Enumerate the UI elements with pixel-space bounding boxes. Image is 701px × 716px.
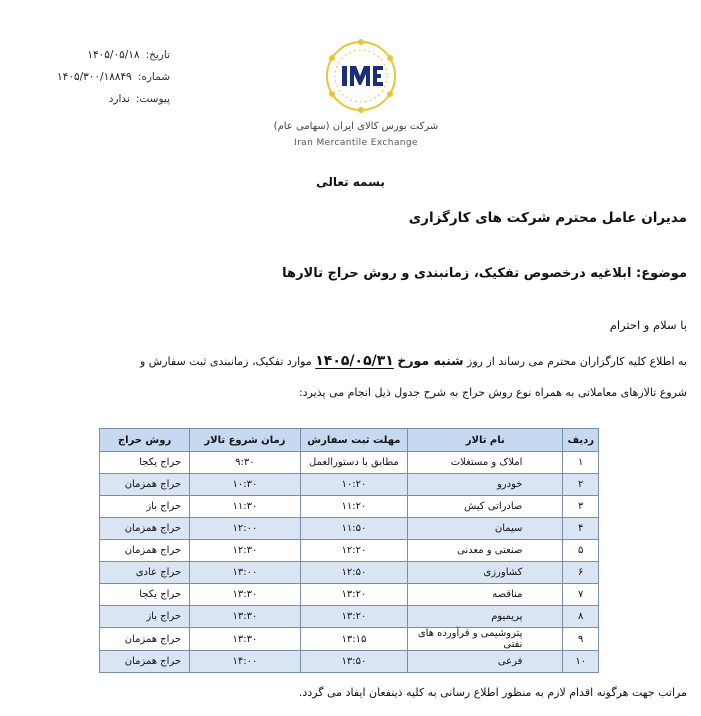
attachment-value: ندارد [108,93,130,105]
company-name-fa: شرکت بورس کالای ایران (سهامی عام) [273,121,439,132]
order-deadline: ۱۲:۵۰ [300,562,407,584]
hall-name: سیمان [408,518,563,540]
row-number: ۱ [563,452,599,474]
table-row [100,474,599,496]
hall-name: فرعی [408,651,563,673]
letter-heading: بسمه تعالی [316,175,385,189]
row-number: ۹ [563,628,599,651]
order-deadline: ۱۲:۲۰ [300,540,407,562]
attachment-label: پیوست: [135,93,170,105]
table-row [100,496,599,518]
hall-name: صنعتی و معدنی [408,540,563,562]
table-row [100,518,599,540]
start-time: ۱۳:۳۰ [190,628,301,651]
row-number: ۳ [563,496,599,518]
start-time: ۱۳:۳۰ [190,584,301,606]
table-row [100,628,599,651]
header-start-time: زمان شروع تالار [190,429,301,452]
letter-greeting: با سلام و احترام [609,318,687,332]
auction-method: حراج همزمان [100,540,190,562]
start-time: ۱۳:۳۰ [190,606,301,628]
auction-method: حراج همزمان [100,651,190,673]
table-header-row [100,429,599,452]
body-part-2: موارد تفکیک، زمانبندی ثبت سفارش و [139,355,312,368]
auction-method: حراج باز [100,496,190,518]
letter-addressee: مدیران عامل محترم شرکت های کارگزاری [408,210,687,226]
auction-method: حراج همزمان [100,518,190,540]
auction-method: حراج همزمان [100,474,190,496]
order-deadline: ۱۳:۲۰ [300,606,407,628]
order-deadline: مطابق با دستورالعمل [300,452,407,474]
table-row [100,606,599,628]
row-number: ۵ [563,540,599,562]
attachment-row [40,88,170,110]
order-deadline: ۱۱:۵۰ [300,518,407,540]
table-row [100,452,599,474]
auction-method: حراج یکجا [100,584,190,606]
ime-logo-icon [286,38,436,128]
auction-method: حراج یکجا [100,452,190,474]
hall-name: املاک و مستغلات [408,452,563,474]
letter-subject: موضوع: ابلاغیه درخصوص تفکیک، زمانبندی و روش حراج تالارها [282,266,687,281]
schedule-table [99,428,599,673]
order-deadline: ۱۳:۲۰ [300,584,407,606]
table-row [100,651,599,673]
date-row [40,44,170,66]
header-auction-method: روش حراج [100,429,190,452]
row-number: ۱۰ [563,651,599,673]
hall-name: کشاورزی [408,562,563,584]
hall-name: صادراتی کیش [408,496,563,518]
letter-meta [40,44,170,110]
company-name-en: Iran Mercantile Exchange [294,138,418,148]
auction-method: حراج باز [100,606,190,628]
hall-name: مناقصه [408,584,563,606]
body-part-1: به اطلاع کلیه کارگزاران محترم می رساند از روز [467,355,687,368]
auction-method: حراج همزمان [100,628,190,651]
hall-name: پریمیوم [408,606,563,628]
table-row [100,562,599,584]
table-row [100,540,599,562]
body-date: ۱۴۰۵/۰۵/۳۱ [315,353,394,369]
header-row-number: ردیف [563,429,599,452]
hall-name: خودرو [408,474,563,496]
table-row [100,584,599,606]
start-time: ۱۳:۰۰ [190,562,301,584]
order-deadline: ۱۳:۱۵ [300,628,407,651]
header-hall-name: نام تالار [408,429,563,452]
order-deadline: ۱۰:۲۰ [300,474,407,496]
start-time: ۱۱:۳۰ [190,496,301,518]
start-time: ۱۴:۰۰ [190,651,301,673]
auction-method: حراج عادی [100,562,190,584]
letter-body-line-1 [7,353,687,369]
start-time: ۹:۳۰ [190,452,301,474]
start-time: ۱۰:۳۰ [190,474,301,496]
row-number: ۲ [563,474,599,496]
row-number: ۷ [563,584,599,606]
date-value: ۱۴۰۵/۰۵/۱۸ [87,49,140,61]
letter-body-line-2: شروع تالارهای معاملاتی به همراه نوع روش حراج به شرح جدول ذیل انجام می پذیرد: [298,386,687,399]
date-label: تاریخ: [145,49,170,61]
letter-footer: مراتب جهت هرگونه اقدام لازم به منظور اطلاع رسانی به کلیه ذینفعان ایفاد می گردد. [298,686,687,699]
number-row [40,66,170,88]
row-number: ۶ [563,562,599,584]
header-order-deadline: مهلت ثبت سفارش [300,429,407,452]
row-number: ۴ [563,518,599,540]
start-time: ۱۲:۰۰ [190,518,301,540]
number-label: شماره: [137,71,170,83]
order-deadline: ۱۱:۲۰ [300,496,407,518]
hall-name: پتروشیمی و فرآورده های نفتی [408,628,563,651]
body-day: شنبه مورخ [397,353,464,368]
start-time: ۱۲:۳۰ [190,540,301,562]
row-number: ۸ [563,606,599,628]
number-value: ۱۴۰۵/۳۰۰/۱۸۸۴۹ [57,71,132,83]
order-deadline: ۱۳:۵۰ [300,651,407,673]
